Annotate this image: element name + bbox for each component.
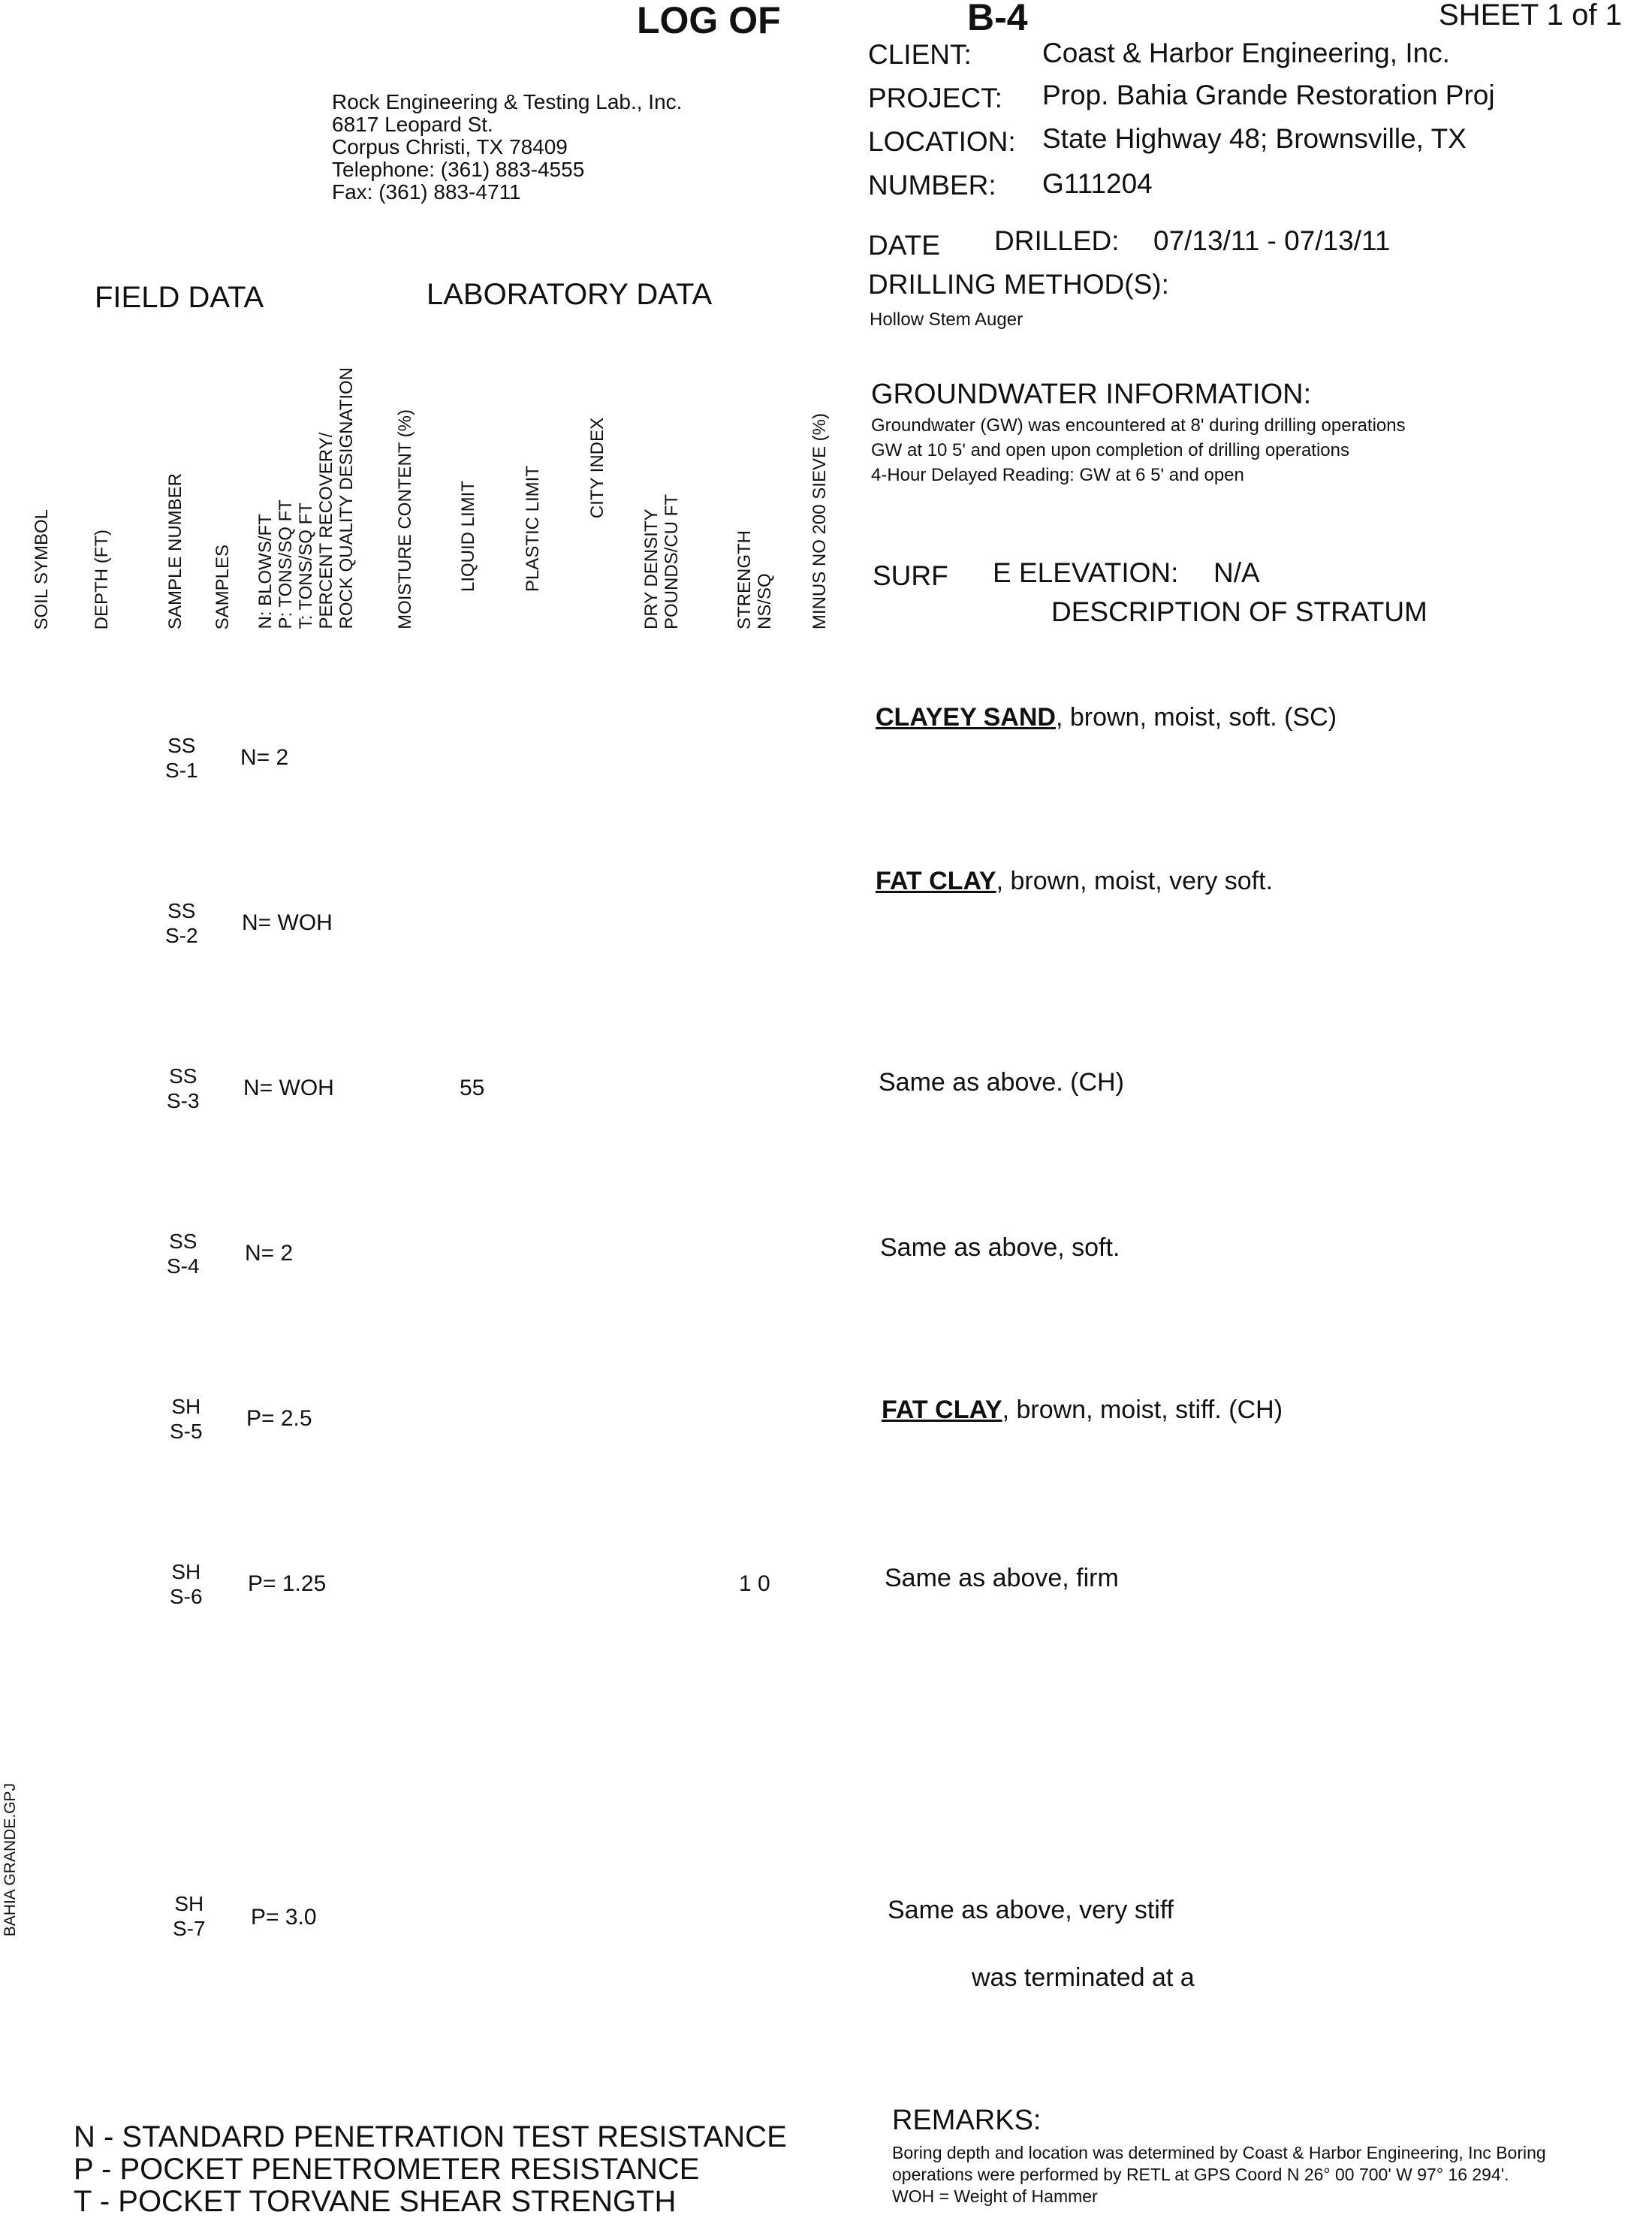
stratum-details: , brown, moist, soft. (SC): [1055, 703, 1337, 732]
sample-row-3-field: N= WOH: [243, 1076, 334, 1100]
remarks-line-1: Boring depth and location was determined by Coast & Harbor Engineering, Inc Boring: [892, 2143, 1546, 2162]
drilling-method-label: DRILLING METHOD(S):: [868, 269, 1169, 300]
remarks-line-3: WOH = Weight of Hammer: [892, 2186, 1098, 2206]
col-percent-recovery: PERCENT RECOVERY/: [316, 433, 336, 629]
col-blows-group: [255, 367, 357, 629]
sample-number: S-2: [165, 924, 198, 947]
sheet-indicator: [1439, 0, 1622, 32]
col-dry-density: DRY DENSITY: [641, 508, 662, 629]
drilled-value: 07/13/11 - 07/13/11: [1153, 225, 1391, 256]
sample-row-6-strength: 1 0: [739, 1571, 770, 1596]
col-soil-symbol: SOIL SYMBOL: [32, 508, 52, 629]
col-depth: DEPTH (FT): [92, 529, 112, 629]
sample-row-6-field: P= 1.25: [248, 1571, 327, 1596]
number-value: G111204: [1042, 168, 1153, 199]
sheet-number: 1: [1546, 0, 1564, 32]
remarks-line-2: operations were performed by RETL at GPS Coord N 26° 00 700' W 97° 16 294'.: [892, 2165, 1509, 2184]
stratum-details: , brown, moist, stiff. (CH): [1002, 1396, 1283, 1424]
col-moisture: MOISTURE CONTENT (%): [395, 409, 415, 629]
groundwater-title: GROUNDWATER INFORMATION:: [871, 379, 1312, 410]
company-name: Rock Engineering & Testing Lab., Inc.: [332, 90, 683, 113]
sample-type: SH: [174, 1892, 204, 1915]
company-fax: Fax: (361) 883-4711: [332, 180, 521, 204]
legend-t: T - POCKET TORVANE SHEAR STRENGTH: [74, 2185, 677, 2218]
sample-row-5-field: P= 2.5: [246, 1406, 312, 1431]
sample-type: SS: [169, 1230, 197, 1253]
col-plastic-limit: PLASTIC LIMIT: [523, 465, 543, 592]
sample-row-2-field: N= WOH: [242, 910, 333, 935]
location-label: LOCATION:: [868, 126, 1016, 157]
col-sample-number: SAMPLE NUMBER: [165, 472, 185, 629]
sample-number: S-1: [165, 759, 198, 782]
surface-label-a: SURF: [873, 560, 948, 591]
client-value: Coast & Harbor Engineering, Inc.: [1042, 38, 1450, 68]
sample-row-3-description: Same as above. (CH): [879, 1068, 1124, 1097]
company-address: [332, 91, 682, 204]
col-blows-t: T: TONS/SQ FT: [296, 502, 316, 629]
sample-row-6-description: Same as above, firm: [885, 1564, 1119, 1592]
col-pounds-cu-ft: POUNDS/CU FT: [662, 494, 682, 629]
number-label: NUMBER:: [868, 170, 996, 201]
sample-number: S-4: [167, 1254, 200, 1278]
sample-row-5-id: [170, 1394, 203, 1444]
sample-number: S-3: [167, 1089, 200, 1112]
sample-type: SH: [171, 1560, 201, 1583]
company-telephone: Telephone: (361) 883-4555: [332, 158, 585, 181]
drilled-label: DRILLED:: [994, 225, 1120, 256]
sample-row-1-field: N= 2: [240, 745, 289, 770]
col-blows-n: N: BLOWS/FT: [255, 514, 276, 629]
col-strength-unit: NS/SQ: [755, 573, 775, 629]
termination-note: was terminated at a: [972, 1963, 1195, 1992]
col-blows-p: P: TONS/SQ FT: [276, 499, 296, 629]
company-street: 6817 Leopard St.: [332, 113, 493, 136]
surface-label-b: E ELEVATION:: [993, 557, 1179, 588]
sample-row-4-field: N= 2: [245, 1241, 294, 1266]
client-label: CLIENT:: [868, 39, 972, 70]
laboratory-data-header: LABORATORY DATA: [427, 278, 713, 311]
project-file-label: BAHIA GRANDE.GPJ: [2, 1782, 19, 1936]
groundwater-line-2: GW at 10 5' and open upon completion of drilling operations: [871, 440, 1349, 460]
sample-number: S-5: [170, 1420, 203, 1443]
sample-number: S-6: [170, 1585, 203, 1608]
sample-row-2-description: [876, 867, 1273, 896]
sample-row-1-id: [165, 733, 198, 783]
project-label: PROJECT:: [868, 83, 1002, 113]
project-value: Prop. Bahia Grande Restoration Proj: [1042, 80, 1495, 110]
sample-type: SS: [167, 899, 196, 922]
sample-row-4-description: Same as above, soft.: [880, 1233, 1120, 1262]
sample-row-3-liquid-limit: 55: [460, 1076, 485, 1100]
col-strength: STRENGTH: [734, 530, 755, 629]
stratum-name: CLAYEY SAND: [876, 703, 1056, 732]
col-dry-density-group: [641, 494, 682, 629]
col-rock-quality: ROCK QUALITY DESIGNATION: [336, 367, 357, 629]
stratum-name: FAT CLAY: [876, 867, 996, 895]
location-value: State Highway 48; Brownsville, TX: [1042, 123, 1467, 154]
groundwater-line-1: Groundwater (GW) was encountered at 8' during drilling operations: [871, 415, 1406, 436]
groundwater-line-3: 4-Hour Delayed Reading: GW at 6 5' and open: [871, 465, 1244, 485]
field-data-header: FIELD DATA: [95, 281, 264, 314]
sheet-label: SHEET: [1439, 0, 1539, 32]
legend-n: N - STANDARD PENETRATION TEST RESISTANCE: [74, 2120, 787, 2153]
drilling-method-value: Hollow Stem Auger: [870, 309, 1023, 330]
stratum-details: , brown, moist, very soft.: [996, 867, 1274, 895]
sample-row-5-description: [882, 1396, 1283, 1425]
log-of-title: LOG OF: [637, 0, 781, 41]
col-samples: SAMPLES: [213, 544, 233, 629]
remarks-title: REMARKS:: [892, 2105, 1042, 2136]
legend-p: P - POCKET PENETROMETER RESISTANCE: [74, 2153, 700, 2186]
sample-row-6-id: [170, 1559, 203, 1609]
sample-row-7-id: [173, 1891, 206, 1941]
sample-row-2-id: [165, 898, 198, 948]
col-strength-group: [734, 530, 775, 629]
sheet-total: 1: [1605, 0, 1622, 32]
legend: [74, 2121, 787, 2218]
boring-id: B-4: [967, 0, 1028, 38]
remarks-text: [892, 2142, 1546, 2207]
sample-type: SS: [169, 1064, 197, 1088]
sample-number: S-7: [173, 1917, 206, 1940]
sample-row-3-id: [167, 1064, 200, 1113]
col-minus-200: MINUS NO 200 SIEVE (%): [809, 412, 830, 629]
company-city: Corpus Christi, TX 78409: [332, 135, 568, 158]
col-liquid-limit: LIQUID LIMIT: [458, 480, 478, 592]
sample-type: SS: [167, 734, 196, 757]
surface-elevation-value: N/A: [1213, 557, 1260, 588]
col-plasticity-index: CITY INDEX: [587, 417, 607, 518]
sample-type: SH: [171, 1395, 201, 1418]
sample-row-7-field: P= 3.0: [251, 1905, 317, 1930]
sheet-of: of: [1572, 0, 1597, 32]
date-label: DATE: [868, 230, 940, 261]
sample-row-4-id: [167, 1229, 200, 1278]
sample-row-1-description: [876, 703, 1337, 732]
description-of-stratum-header: DESCRIPTION OF STRATUM: [1051, 596, 1427, 627]
sample-row-7-description: Same as above, very stiff: [888, 1896, 1174, 1924]
groundwater-notes: [871, 413, 1406, 487]
stratum-name: FAT CLAY: [882, 1396, 1002, 1424]
